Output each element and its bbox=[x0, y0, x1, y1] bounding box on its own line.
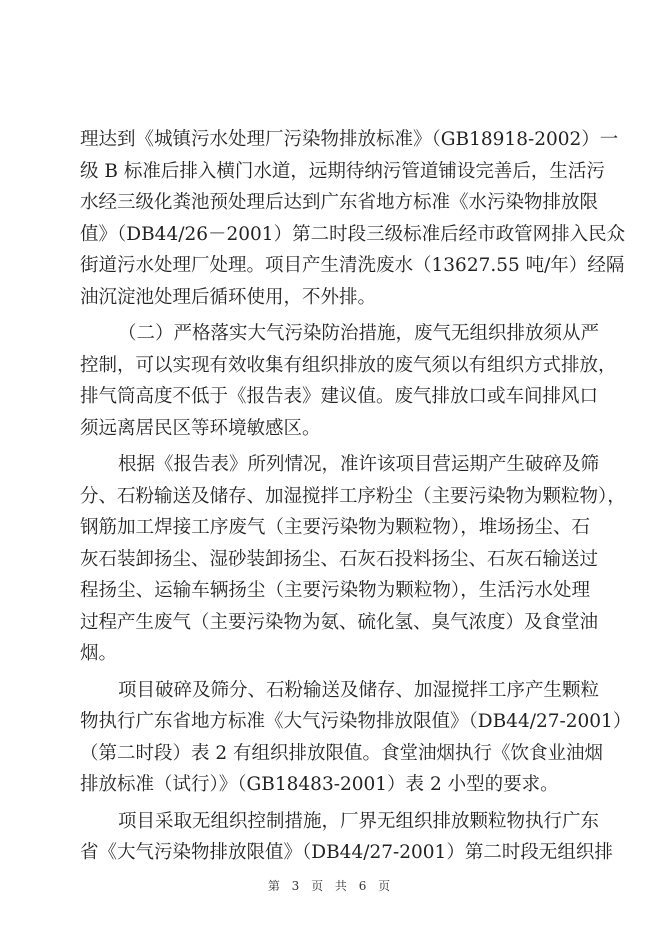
text-line: 理达到《城镇污水处理厂污染物排放标准》（GB18918-2002）一 bbox=[80, 129, 619, 150]
text-line: 控制，可以实现有效收集有组织排放的废气须以有组织方式排放， bbox=[80, 354, 617, 376]
text-line: 排气筒高度不低于《报告表》建议值。废气排放口或车间排风口 bbox=[80, 386, 599, 407]
text-line: 排放标准（试行）》（GB18483-2001）表 2 小型的要求。 bbox=[80, 774, 559, 795]
text-line: 钢筋加工焊接工序废气（主要污染物为颗粒物），堆场扬尘、石 bbox=[80, 517, 590, 538]
text-line: 街道污水处理厂处理。项目产生清洗废水（13627.55 吨/年）经隔 bbox=[80, 255, 625, 276]
text-line: 烟。 bbox=[80, 643, 118, 664]
text-line: （第二时段）表 2 有组织排放限值。食堂油烟执行《饮食业油烟 bbox=[80, 742, 604, 764]
text-line: 程扬尘、运输车辆扬尘（主要污染物为颗粒物），生活污水处理 bbox=[80, 580, 590, 601]
text-line: 水经三级化粪池预处理后达到广东省地方标准《水污染物排放限 bbox=[80, 192, 599, 213]
text-line: 根据《报告表》所列情况，准许该项目营运期产生破碎及筛 bbox=[118, 454, 600, 475]
text-line: 灰石装卸扬尘、湿砂装卸扬尘、石灰石投料扬尘、石灰石输送过 bbox=[80, 548, 599, 570]
text-line: （二）严格落实大气污染防治措施，废气无组织排放须从严 bbox=[118, 323, 600, 344]
page-footer: 第 3 页 共 6 页 bbox=[267, 879, 395, 893]
text-line: 项目破碎及筛分、石粉输送及储存、加湿搅拌工序产生颗粒 bbox=[118, 679, 600, 701]
text-line: 省《大气污染物排放限值》（DB44/27-2001）第二时段无组织排 bbox=[80, 842, 613, 863]
text-line: 须远离居民区等环境敏感区。 bbox=[80, 417, 321, 439]
text-line: 物执行广东省地方标准《大气污染物排放限值》（DB44/27-2001） bbox=[80, 711, 632, 732]
text-line: 项目采取无组织控制措施，厂界无组织排放颗粒物执行广东 bbox=[118, 810, 600, 832]
text-line: 值》（DB44/26－2001）第二时段三级标准后经市政管网排入民众 bbox=[80, 223, 626, 245]
text-line: 级 B 标准后排入横门水道，远期待纳污管道铺设完善后，生活污 bbox=[80, 160, 605, 182]
text-line: 分、石粉输送及储存、加湿搅拌工序粉尘（主要污染物为颗粒物）， bbox=[80, 485, 626, 507]
text-line: 过程产生废气（主要污染物为氨、硫化氢、臭气浓度）及食堂油 bbox=[80, 611, 599, 633]
text-line: 油沉淀池处理后循环使用，不外排。 bbox=[80, 286, 377, 308]
